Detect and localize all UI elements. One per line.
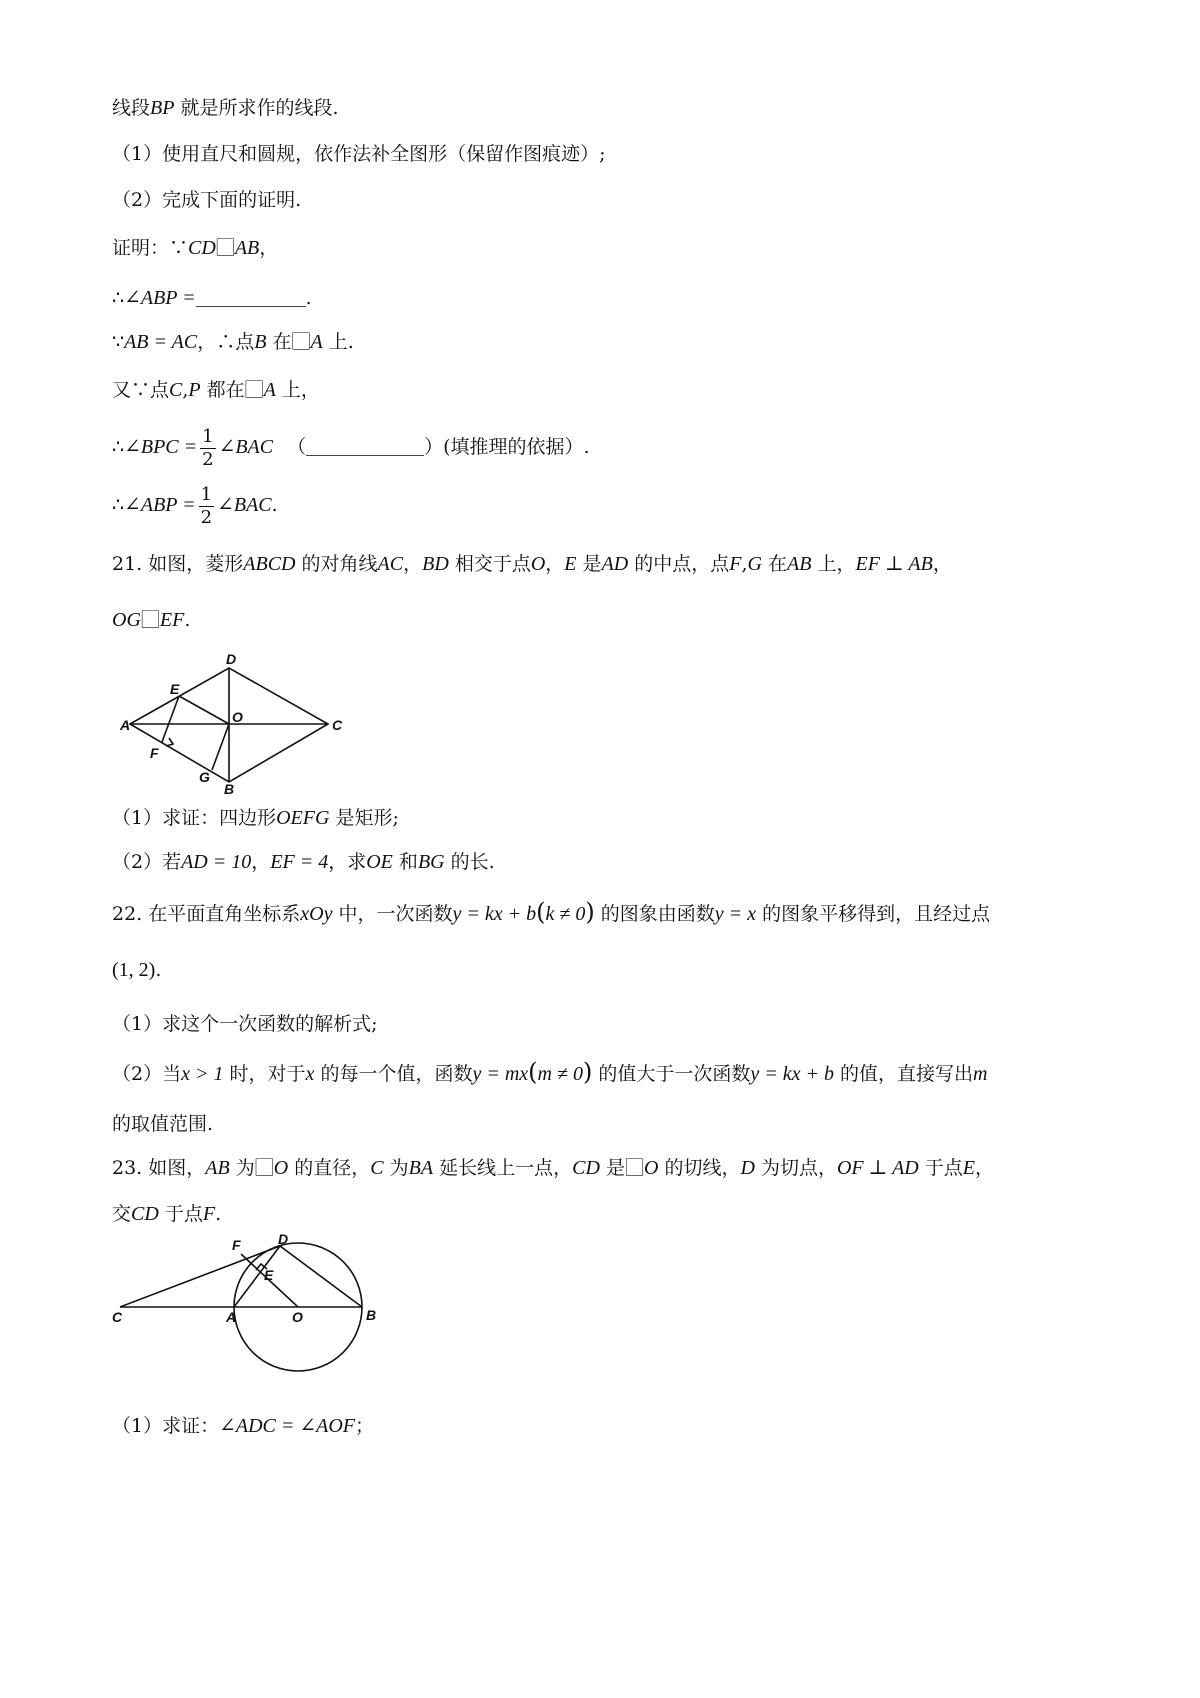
math: EF = 4 [270, 851, 329, 873]
math: F [729, 553, 742, 575]
text: 为 [383, 1157, 409, 1179]
text: , [182, 379, 189, 401]
label-B: B [224, 781, 235, 797]
text: 22. 在平面直角坐标系 [112, 903, 301, 925]
text: . [184, 609, 191, 631]
text: （1）求这个一次函数的解析式; [112, 1013, 378, 1035]
text-line [112, 850, 495, 874]
text: ， [259, 237, 279, 259]
text-line [112, 1202, 221, 1226]
label-E: E [170, 681, 180, 697]
math: CD [572, 1157, 600, 1179]
math: F [202, 1203, 216, 1225]
missing-glyph: ⃞ [140, 609, 160, 631]
math: D [740, 1157, 755, 1179]
segment-OE [179, 696, 229, 724]
question-23 [112, 1156, 994, 1180]
label-B: B [366, 1307, 377, 1323]
numerator: 1 [202, 425, 214, 447]
math: G [747, 553, 762, 575]
math: OF ⊥ AD [836, 1157, 919, 1179]
text: . [155, 959, 162, 981]
text-line [112, 378, 320, 402]
figure-circle-tangent [112, 1232, 402, 1378]
text: 是矩形; [329, 807, 399, 829]
text: ， [403, 553, 423, 575]
text: 和 [392, 851, 418, 873]
label-O: O [232, 709, 243, 725]
figure-rhombus [112, 648, 362, 802]
math: ∠BPC = [124, 436, 198, 458]
segment-DB [280, 1246, 362, 1307]
question-22 [112, 900, 990, 926]
math: AD = 10 [181, 851, 252, 873]
paren: ( [528, 1058, 538, 1086]
math: BD [422, 553, 449, 575]
math: CD [188, 237, 216, 259]
math: ∠ABP = [124, 494, 196, 516]
math: CD [131, 1203, 159, 1225]
math: x > 1 [181, 1063, 224, 1085]
text: 的切线， [658, 1157, 741, 1179]
numerator: 1 [200, 483, 213, 505]
math: A [263, 379, 276, 401]
text: 是 [576, 553, 602, 575]
answer-blank[interactable] [306, 455, 424, 456]
text: ∴ [112, 287, 125, 309]
text: 是 [599, 1157, 644, 1179]
math: ∠ABP = [124, 287, 196, 309]
text: ， [975, 1157, 995, 1179]
fraction [199, 484, 214, 529]
text: （2）若 [112, 851, 182, 873]
math: ∠ADC = ∠AOF [219, 1415, 355, 1437]
text: 的值，直接写出 [834, 1063, 974, 1085]
math: C [169, 379, 183, 401]
text: 在 [266, 331, 311, 353]
math: OE [366, 851, 393, 873]
text: ）(填推理的依据）. [424, 436, 590, 458]
math: A [310, 331, 323, 353]
text: ，求 [328, 851, 367, 873]
text: 上， [811, 553, 856, 575]
text: （2）当 [112, 1063, 182, 1085]
text-line [112, 608, 190, 632]
denominator: 2 [200, 506, 213, 528]
text: 于点 [158, 1203, 203, 1225]
text: 的每一个值，函数 [314, 1063, 473, 1085]
math: E [962, 1157, 976, 1179]
text-line [112, 142, 606, 166]
label-A: A [120, 717, 131, 733]
math: x [305, 1063, 315, 1085]
label-F: F [232, 1237, 241, 1253]
circle-diagram [112, 1232, 402, 1374]
math: AB = AC [124, 331, 198, 353]
text: ∵ [112, 331, 125, 353]
text: 的中点，点 [628, 553, 730, 575]
text: 为切点， [754, 1157, 837, 1179]
text: （1）求证：四边形 [112, 807, 277, 829]
math: m [973, 1063, 988, 1085]
text-line [112, 188, 301, 212]
text: 都在 [200, 379, 264, 401]
math: BG [417, 851, 445, 873]
text: ∴ [112, 436, 125, 458]
segment-OG [212, 724, 229, 770]
math: AD [601, 553, 629, 575]
math: OEFG [276, 807, 330, 829]
text: （1）使用直尺和圆规，依作法补全图形（保留作图痕迹）; [112, 143, 606, 165]
text-line [112, 330, 354, 354]
text: （1）求证： [112, 1415, 220, 1437]
rhombus-diagram [112, 648, 362, 798]
math: ABCD [243, 553, 296, 575]
label-O: O [292, 1309, 303, 1325]
text: （ [287, 436, 307, 458]
text-line [112, 1012, 378, 1036]
math: EF [159, 609, 185, 631]
math: y = kx + b [750, 1063, 834, 1085]
paren: ( [536, 898, 546, 926]
answer-blank[interactable] [196, 306, 306, 307]
math: AC [377, 553, 404, 575]
label-D: D [278, 1232, 289, 1247]
math: k ≠ 0 [545, 903, 586, 925]
label-C: C [332, 717, 343, 733]
math: AB [234, 237, 260, 259]
text-line [112, 422, 590, 472]
denominator: 2 [202, 448, 214, 470]
text: 证明：∵ [112, 237, 189, 259]
text: ， [251, 851, 271, 873]
math: O [643, 1157, 659, 1179]
text: ， [545, 553, 565, 575]
math: B [254, 331, 267, 353]
text: 相交于点 [448, 553, 531, 575]
math: EF ⊥ AB [855, 553, 933, 575]
text: 延长线上一点， [433, 1157, 573, 1179]
text-line [112, 1060, 988, 1086]
text: 的取值范围. [112, 1113, 214, 1135]
text: ， [932, 553, 952, 575]
math: y = mx [472, 1063, 529, 1085]
label-A: A [226, 1309, 237, 1325]
text: 21. 如图，菱形 [112, 553, 244, 575]
text: 线段 [112, 97, 151, 119]
text: 时，对于 [223, 1063, 306, 1085]
math: (1, 2) [112, 959, 156, 981]
text: 的对角线 [295, 553, 378, 575]
question-21 [112, 552, 952, 576]
text: ∴ [112, 494, 125, 516]
text: , [741, 553, 748, 575]
text-line [112, 806, 399, 830]
text: 23. 如图， [112, 1157, 206, 1179]
text: 中，一次函数 [332, 903, 453, 925]
math: m ≠ 0 [537, 1063, 583, 1085]
text: 上， [275, 379, 320, 401]
math: E [564, 553, 577, 575]
text: 又∵点 [112, 379, 170, 401]
math: O [530, 553, 546, 575]
math: AB [205, 1157, 230, 1179]
segment-EF [162, 696, 179, 742]
missing-glyph: ⃞ [215, 237, 235, 259]
math: y = kx + b [452, 903, 537, 925]
text-line [112, 96, 339, 120]
text: . [215, 1203, 222, 1225]
text: 上. [322, 331, 354, 353]
text: 就是所求作的线段. [174, 97, 339, 119]
math: AB [787, 553, 812, 575]
paren: ) [582, 1058, 593, 1086]
text: 为 [229, 1157, 274, 1179]
text: 的值大于一次函数 [592, 1063, 751, 1085]
text: ，∴点 [197, 331, 255, 353]
text: （2）完成下面的证明. [112, 189, 302, 211]
math: BP [150, 97, 175, 119]
text: 的长. [444, 851, 495, 873]
fraction [200, 426, 215, 471]
text-line [112, 236, 278, 260]
text-line [112, 1112, 213, 1136]
text: ； [354, 1415, 374, 1437]
label-D: D [226, 651, 237, 667]
text-line [112, 1414, 374, 1438]
text: 的图象由函数 [594, 903, 715, 925]
math: P [188, 379, 201, 401]
text: 的直径， [288, 1157, 371, 1179]
text: . [305, 287, 312, 309]
text: 于点 [918, 1157, 963, 1179]
math: ∠BAC [217, 494, 272, 516]
math: ∠BAC [218, 436, 274, 458]
paren: ) [585, 898, 595, 926]
text-line [112, 480, 278, 530]
label-C: C [112, 1309, 123, 1325]
text: . [271, 494, 278, 516]
text: 交 [112, 1203, 132, 1225]
text-line [112, 958, 161, 982]
math: O [273, 1157, 289, 1179]
text-line [112, 286, 312, 310]
math: BA [408, 1157, 434, 1179]
label-F: F [150, 745, 159, 761]
math: y = x [714, 903, 757, 925]
label-G: G [199, 769, 210, 785]
math: OG [112, 609, 141, 631]
label-E: E [264, 1267, 274, 1283]
text: 的图象平移得到，且经过点 [756, 903, 991, 925]
text: 在 [762, 553, 788, 575]
math: xOy [300, 903, 333, 925]
math: C [370, 1157, 384, 1179]
